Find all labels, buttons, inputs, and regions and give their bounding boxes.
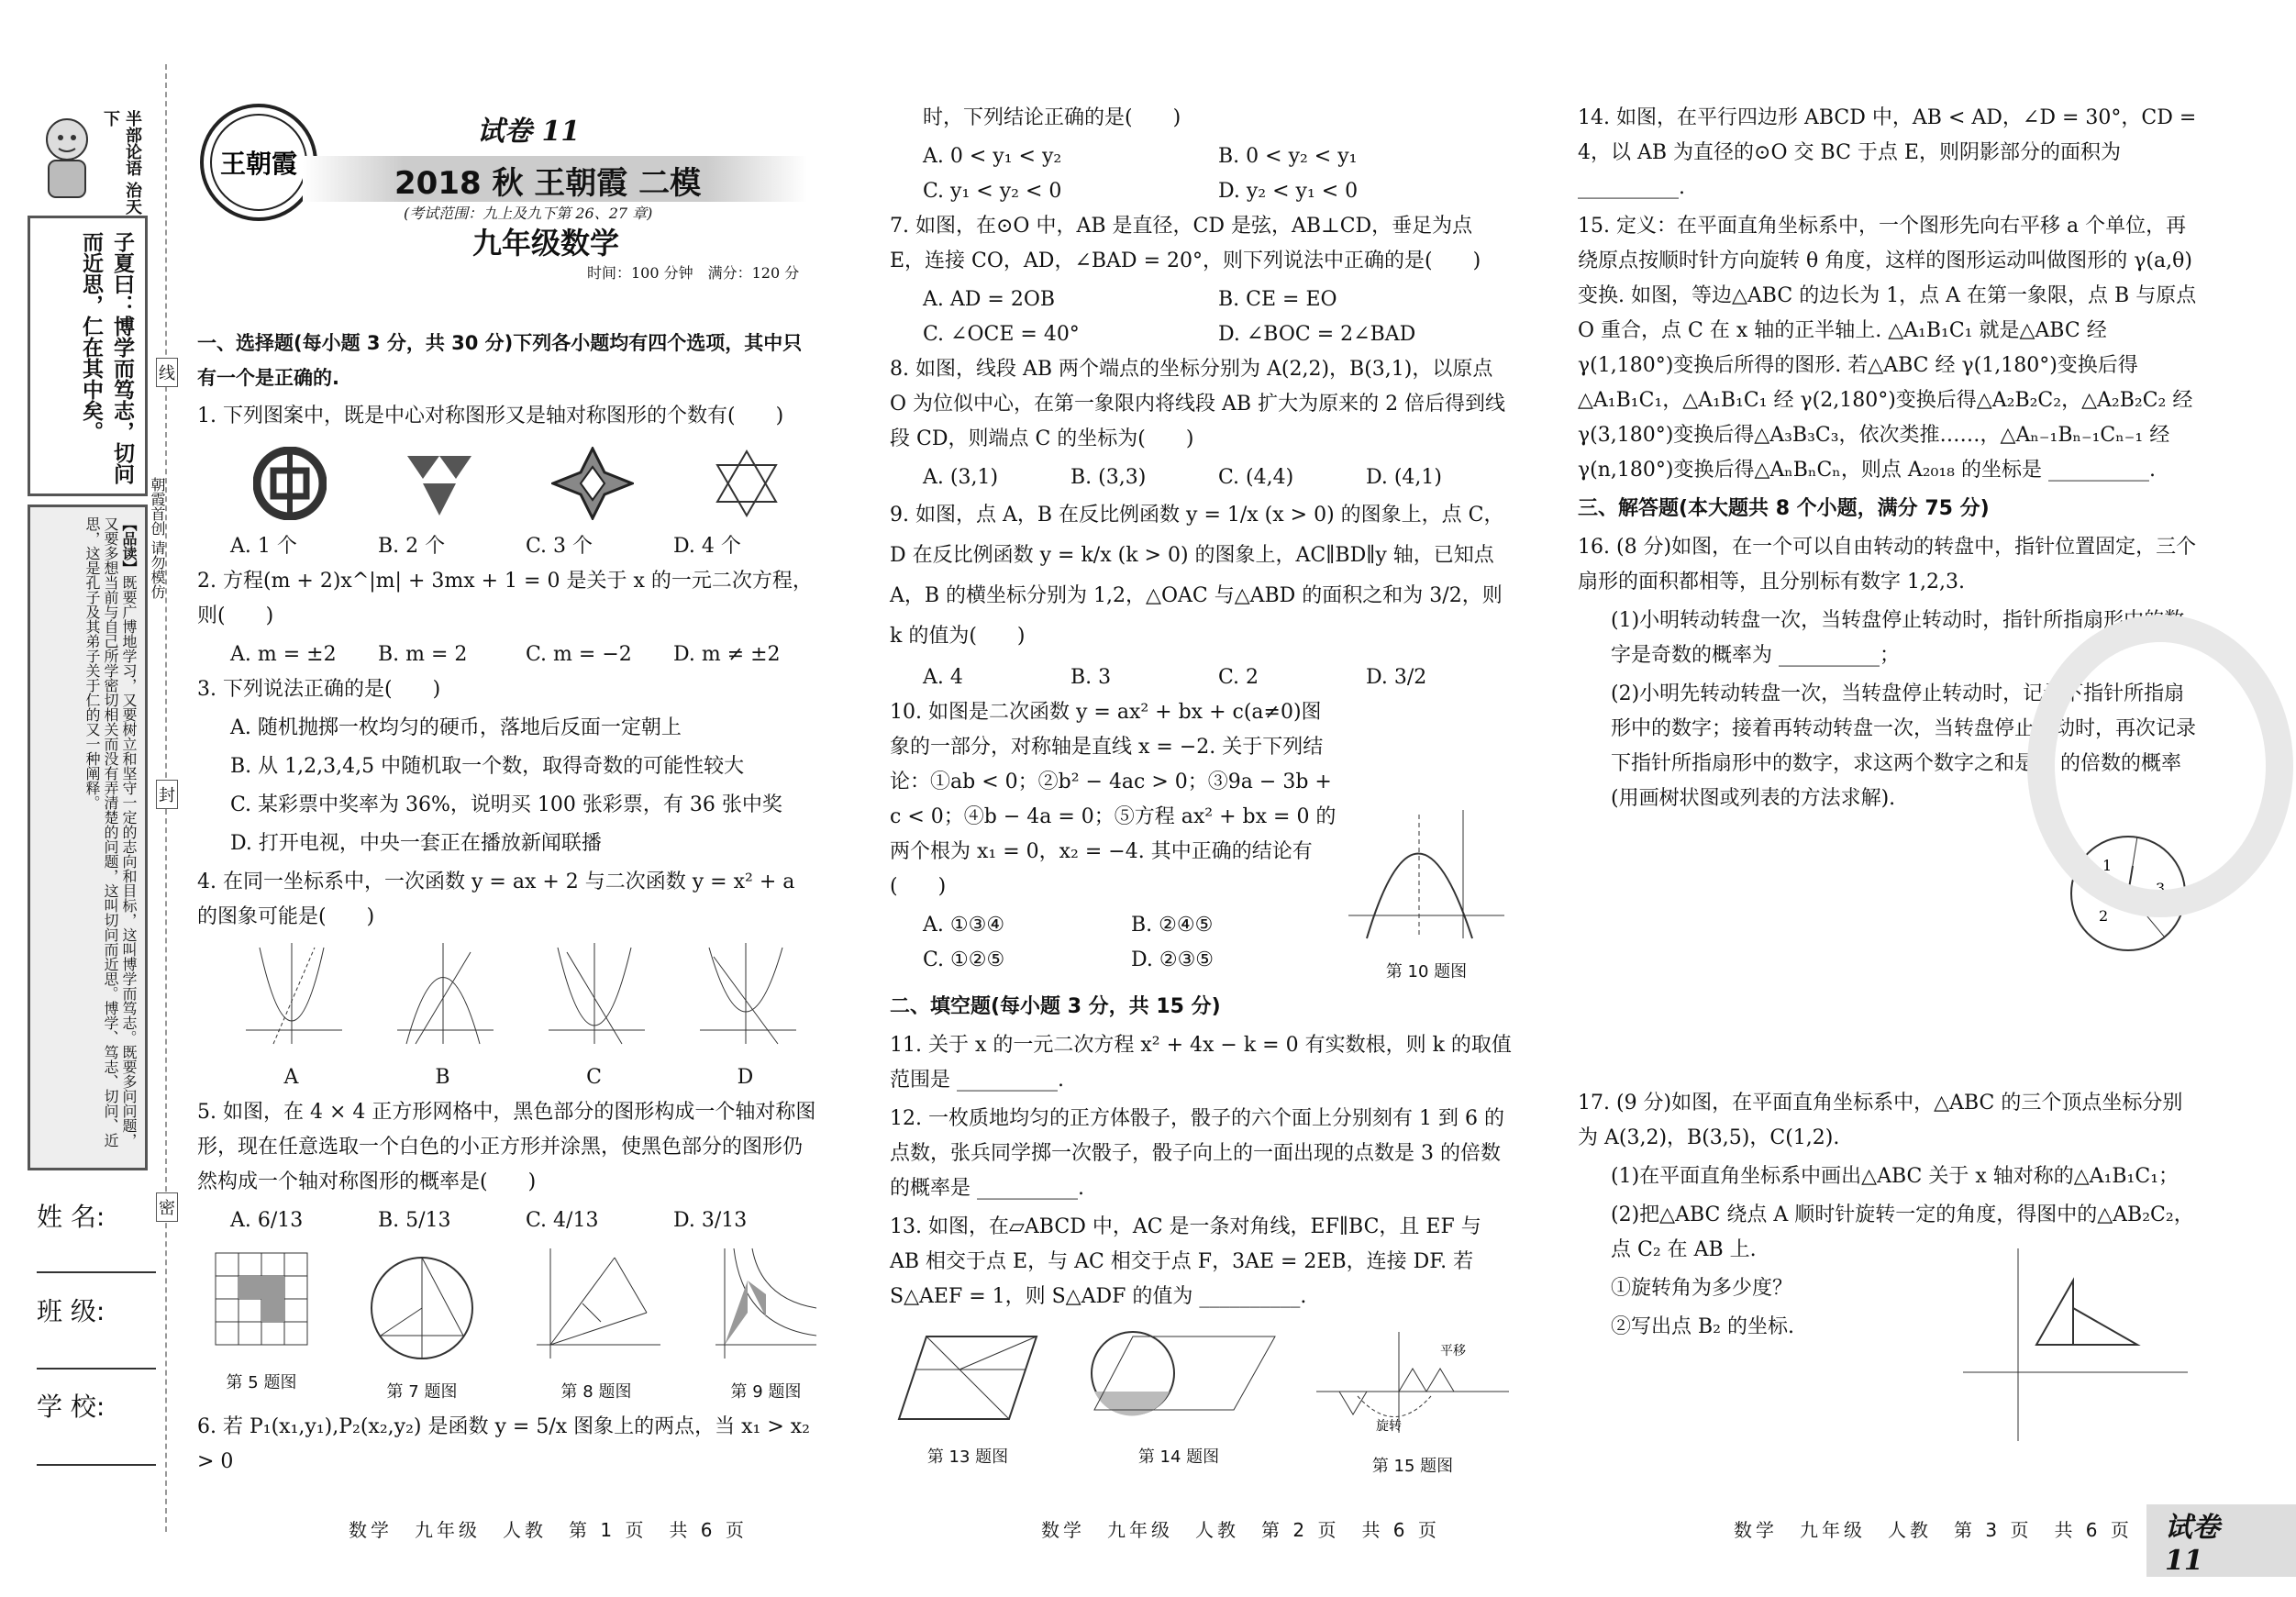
q14: 14. 如图，在平行四边形 ABCD 中，AB < AD，∠D = 30°，CD = 4，以 AB 为直径的⊙O 交 BC 于点 E，则阴影部分的面积为 __________. [1578, 106, 2197, 199]
motto-main: 子夏曰：博学而笃志，切问而近思，仁在其中矣。 [79, 231, 134, 484]
class-label: 班 级: [37, 1296, 105, 1326]
q8-options [890, 460, 1514, 495]
q5-opt-b[interactable]: B. 5/13 [378, 1209, 451, 1232]
q2-opt-a[interactable]: A. m = ±2 [230, 643, 337, 666]
q16: 16. (8 分)如图，在一个可以自由转动的转盘中，指针位置固定，三个扇形的面积都相等，且分别标有数字 1,2,3. [1578, 536, 2197, 593]
q17-a: ①旋转角为多少度？ [1611, 1277, 1793, 1300]
q17-part2: (2)把△ABC 绕点 A 顺时针旋转一定的角度，得图中的△AB₂C₂，点 C₂ 在 AB 上. [1611, 1203, 2194, 1261]
q4-graph-b[interactable]: B [388, 938, 498, 1095]
q4-graph-c[interactable]: C [539, 938, 649, 1095]
q8-opt-a[interactable]: A. (3,1) [923, 466, 999, 489]
q3-opt-b[interactable]: B. 从 1,2,3,4,5 中随机取一个数，取得奇数的可能性较大 [230, 755, 745, 778]
exam-scope: (考试范围：九上及九下第 26、27 章) [404, 205, 653, 222]
q1-options [197, 529, 821, 564]
fig-8: 第 8 题图 [527, 1244, 665, 1410]
q1-opt-a[interactable]: A. 1 个 [230, 535, 297, 558]
q5-9-figures [197, 1244, 821, 1410]
motto-top: 半部论语 治天下 [101, 110, 142, 216]
paper-tag: 试卷 11 [2146, 1504, 2296, 1577]
school-field[interactable] [37, 1463, 156, 1466]
q7: 7. 如图，在⊙O 中，AB 是直径，CD 是弦，AB⊥CD，垂足为点 E，连接 CO，AD，∠BAD = 20°，则下列说法中正确的是( ) [890, 215, 1481, 272]
hexagram-figure [710, 447, 783, 520]
q9: 9. 如图，点 A，B 在反比例函数 y = 1/x (x > 0) 的图象上，点 C，D 在反比例函数 y = k/x (k > 0) 的图象上，AC∥BD∥y 轴，已知点 A，B 的横坐标分别为 1,2，△OAC 与△ABD 的面积之和为 3/2，则 k 的值为( ) [890, 504, 1504, 648]
q3: 3. 下列说法正确的是( ) [197, 678, 441, 701]
q6-cont: 时，下列结论正确的是( ) [923, 106, 1181, 129]
svg-text:2: 2 [2099, 907, 2109, 925]
q5-opt-c[interactable]: C. 4/13 [526, 1209, 599, 1232]
svg-text:1: 1 [2102, 857, 2113, 874]
svg-text:3: 3 [2156, 880, 2166, 897]
logo-text: 王朝霞 [219, 149, 298, 179]
fig-7: 第 7 题图 [362, 1244, 482, 1410]
q7-options-1 [890, 283, 1514, 317]
watermark-seal [2027, 615, 2293, 917]
q13-15-figures [890, 1327, 1514, 1484]
q15: 15. 定义：在平面直角坐标系中，一个图形先向右平移 a 个单位，再绕原点按顺时针方向旋转 θ 角度，这样的图形运动叫做图形的 γ(a,θ)变换. 如图，等边△ABC 的边长为 1，点 A 在第一象限，点 B 与原点 O 重合，点 C 在 x 轴的正半轴上. △A₁B₁C₁ 就是△ABC 经 γ(1,180°)变换后所得的图形. 若△ABC 经 γ(1,180°)变换后得△A₁B₁C₁，△A₁B₁C₁ 经 γ(2,180°)变换后得△A₂B₂C₂，△A₂B₂C₂ 经 γ(3,180°)变换后得△A₃B₃C₃，依次类推……，△Aₙ₋₁Bₙ₋₁Cₙ₋₁ 经 γ(n,180°)变换后得△AₙBₙCₙ，则点 A₂₀₁₈ 的坐标是 __________. [1578, 215, 2197, 482]
triangle-logo-figure [403, 447, 476, 520]
time-score: 时间：100 分钟 满分：120 分 [587, 264, 800, 282]
q17-b: ②写出点 B₂ 的坐标. [1611, 1315, 1794, 1338]
q2-opt-c[interactable]: C. m = −2 [526, 643, 632, 666]
q1-figures [197, 438, 821, 529]
q12: 12. 一枚质地均匀的正方体骰子，骰子的六个面上分别刻有 1 到 6 的点数，张兵同学掷一次骰子，骰子向上的一面出现的点数是 3 的倍数的概率是 __________. [890, 1107, 1504, 1200]
translate-label: 平移 [1440, 1344, 1466, 1359]
section3-heading: 三、解答题(本大题共 8 个小题，满分 75 分) [1578, 497, 1990, 520]
q10-opt-c[interactable]: C. ①②⑤ [923, 948, 1005, 971]
q1-opt-d[interactable]: D. 4 个 [673, 535, 741, 558]
q16-part2: (2)小明先转动转盘一次，当转盘停止转动时，记录下指针所指扇形中的数字；接着再转动转盘一次，当转盘停止转动时，再次记录下指针所指扇形中的数字，求这两个数字之和是 3 的倍数的概率(用画树状图或列表的方法求解). [1611, 682, 2197, 810]
mascot-icon [35, 110, 99, 202]
q5-opt-a[interactable]: A. 6/13 [230, 1209, 304, 1232]
q13: 13. 如图，在▱ABCD 中，AC 是一条对角线，EF∥BC，且 EF 与 AB 相交于点 E，与 AC 相交于点 F，3AE = 2EB，连接 DF. 若 S△AEF = 1，则 S△ADF 的值为 __________. [890, 1215, 1481, 1308]
bank-logo-figure [253, 447, 327, 520]
q2-opt-d[interactable]: D. m ≠ ±2 [673, 643, 781, 666]
q6-options-1 [890, 139, 1514, 174]
q10-opt-a[interactable]: A. ①③④ [923, 914, 1005, 937]
q10-options-1 [890, 908, 1339, 943]
q9-options [890, 660, 1514, 695]
q10-options-2 [890, 943, 1339, 978]
sidebar [28, 101, 156, 1183]
section2-heading: 二、填空题(每小题 3 分，共 15 分) [890, 995, 1221, 1018]
q10-opt-b[interactable]: B. ②④⑤ [1131, 914, 1214, 937]
fig-10: 第 10 题图 [1339, 695, 1514, 990]
footer-page-1: 数学 九年级 人教 第 1 页 共 6 页 [349, 1519, 748, 1541]
footer-page-3: 数学 九年级 人教 第 3 页 共 6 页 [1734, 1519, 2133, 1541]
column-1 [197, 326, 821, 1483]
fig-9: 第 9 题图 [711, 1244, 821, 1410]
cut-mark-1: 线 [156, 358, 178, 387]
name-field[interactable] [37, 1270, 156, 1273]
q5-options [197, 1203, 821, 1238]
cut-mark-3: 密 [156, 1192, 178, 1222]
q7-options-2 [890, 317, 1514, 352]
q1: 1. 下列图案中，既是中心对称图形又是轴对称图形的个数有( ) [197, 405, 784, 427]
q16-part1: (1)小明转动转盘一次，当转盘停止转动时，指针所指扇形中的数字是奇数的概率为 __________； [1611, 609, 2185, 667]
q7-opt-c[interactable]: C. ∠OCE = 40° [923, 323, 1080, 346]
cut-mark-2: 封 [156, 780, 178, 809]
q9-opt-d[interactable]: D. 3/2 [1366, 666, 1427, 689]
q9-opt-a[interactable]: A. 4 [923, 666, 963, 689]
q10-opt-d[interactable]: D. ②③⑤ [1131, 948, 1215, 971]
q2-options [197, 638, 821, 672]
star-logo-figure [551, 447, 634, 520]
q8: 8. 如图，线段 AB 两个端点的坐标分别为 A(2,2)，B(3,1)，以原点 O 为位似中心，在第一象限内将线段 AB 扩大为原来的 2 倍后得到线段 CD，则端点 C 的坐标为( ) [890, 358, 1506, 450]
q4-graph-d[interactable]: D [691, 938, 801, 1095]
q8-opt-d[interactable]: D. (4,1) [1366, 466, 1442, 489]
q9-opt-c[interactable]: C. 2 [1218, 666, 1259, 689]
q4: 4. 在同一坐标系中，一次函数 y = ax + 2 与二次函数 y = x² + a 的图象可能是( ) [197, 871, 795, 928]
subject-title: 九年级数学 [472, 226, 620, 261]
fig-15: 平移 旋转 第 15 题图 [1312, 1327, 1514, 1484]
reading-text: 既要广博地学习，又要树立和坚守一定的志向和目标，这叫博学而笃志。既要多问问题，又要多想当前与自己所学密切相关而没有弄清楚的问题，这叫切问而近思。博学、笃志、切问、近思，这是孔子及其弟子关于仁的又一种阐释。 [83, 516, 138, 1148]
paper-number: 试卷 11 [477, 116, 581, 148]
q11: 11. 关于 x 的一元二次方程 x² + 4x − k = 0 有实数根，则 k 的取值范围是 __________. [890, 1034, 1512, 1092]
q4-graph-a[interactable]: A [237, 938, 347, 1095]
footer-page-2: 数学 九年级 人教 第 2 页 共 6 页 [1041, 1519, 1440, 1541]
q3-opt-c[interactable]: C. 某彩票中奖率为 36%，说明买 100 张彩票，有 36 张中奖 [230, 793, 782, 816]
q6-options-2 [890, 174, 1514, 209]
q2-opt-b[interactable]: B. m = 2 [378, 643, 468, 666]
q7-opt-b[interactable]: B. CE = EO [1218, 288, 1337, 311]
q1-opt-c[interactable]: C. 3 个 [526, 535, 593, 558]
q17-part1: (1)在平面直角坐标系中画出△ABC 关于 x 轴对称的△A₁B₁C₁； [1611, 1165, 2180, 1188]
page-title: 2018 秋 王朝霞 二模 [394, 165, 702, 202]
q7-opt-a[interactable]: A. AD = 2OB [923, 288, 1056, 311]
q6-opt-d[interactable]: D. y₂ < y₁ < 0 [1218, 180, 1359, 203]
reading-label: 【品读】 [120, 516, 138, 575]
q1-opt-b[interactable]: B. 2 个 [378, 535, 446, 558]
q10: 10. 如图是二次函数 y = ax² + bx + c(a≠0)图象的一部分，对称轴是直线 x = −2. 关于下列结论：①ab < 0；②b² − 4ac > 0；③9a − 3b + c < 0；④b − 4a = 0；⑤方程 ax² + bx = 0 的两个根为 x₁ = 0，x₂ = −4. 其中正确的结论有( ) [890, 701, 1337, 898]
q8-opt-c[interactable]: C. (4,4) [1218, 466, 1294, 489]
fig-13: 第 13 题图 [890, 1327, 1046, 1484]
q8-opt-b[interactable]: B. (3,3) [1070, 466, 1147, 489]
fig-17 [1963, 1244, 2202, 1458]
q9-opt-b[interactable]: B. 3 [1070, 666, 1112, 689]
q6-opt-a[interactable]: A. 0 < y₁ < y₂ [923, 145, 1062, 168]
q2: 2. 方程(m + 2)x^|m| + 3mx + 1 = 0 是关于 x 的一元二次方程，则( ) [197, 570, 813, 627]
reading-box [28, 505, 148, 1170]
fig-14: 第 14 题图 [1078, 1327, 1280, 1484]
motto-box [28, 216, 148, 496]
rotate-label: 旋转 [1376, 1419, 1402, 1434]
q3-opt-a[interactable]: A. 随机抛掷一枚均匀的硬币，落地后反面一定朝上 [230, 716, 682, 739]
q6: 6. 若 P₁(x₁,y₁),P₂(x₂,y₂) 是函数 y = 5/x 图象上的两点，当 x₁ > x₂ > 0 [197, 1415, 810, 1473]
class-field[interactable] [37, 1367, 156, 1370]
fig-5: 第 5 题图 [206, 1244, 316, 1410]
copyright-note: 朝霞首创 请勿模仿 [149, 477, 166, 600]
section1-heading: 一、选择题(每小题 3 分，共 30 分)下列各小题均有四个选项，其中只有一个是正确的. [197, 332, 803, 389]
q6-opt-b[interactable]: B. 0 < y₂ < y₁ [1218, 145, 1358, 168]
q3-opt-d[interactable]: D. 打开电视，中央一套正在播放新闻联播 [230, 832, 602, 855]
column-2 [890, 101, 1514, 1484]
name-label: 姓 名: [37, 1202, 105, 1232]
q17: 17. (9 分)如图，在平面直角坐标系中，△ABC 的三个顶点坐标分别为 A(3,2)，B(3,5)，C(1,2). [1578, 1092, 2183, 1149]
school-label: 学 校: [37, 1392, 105, 1422]
q4-graphs [197, 938, 821, 1095]
q5-opt-d[interactable]: D. 3/13 [673, 1209, 748, 1232]
q5: 5. 如图，在 4 × 4 正方形网格中，黑色部分的图形构成一个轴对称图形，现在任意选取一个白色的小正方形并涂黑，使黑色部分的图形仍然构成一个轴对称图形的概率是( ) [197, 1101, 816, 1193]
q17-block [1578, 1271, 2202, 1458]
q10-block [890, 695, 1514, 990]
q6-opt-c[interactable]: C. y₁ < y₂ < 0 [923, 180, 1062, 203]
q7-opt-d[interactable]: D. ∠BOC = 2∠BAD [1218, 323, 1416, 346]
